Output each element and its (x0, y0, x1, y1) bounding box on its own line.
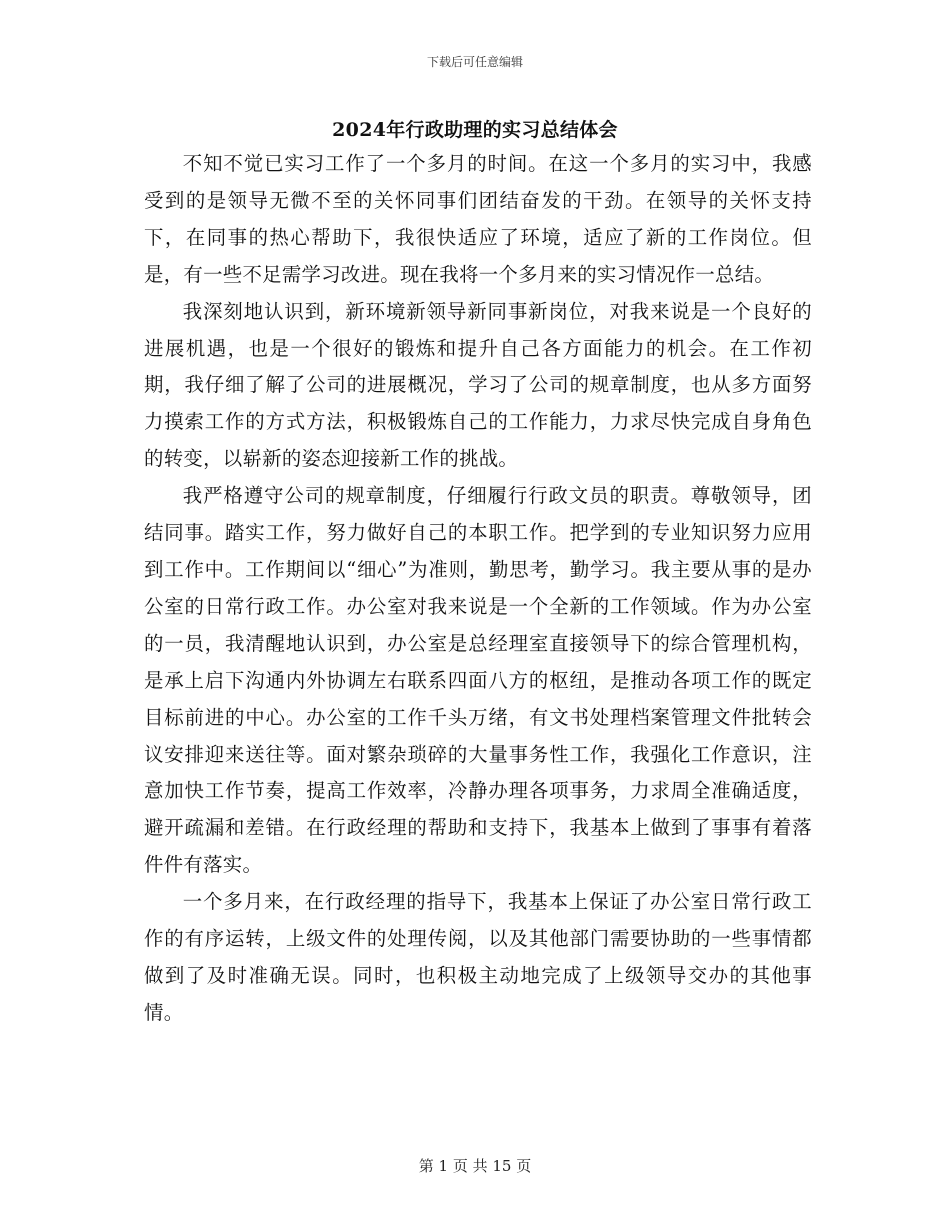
paragraph: 一个多月来，在行政经理的指导下，我基本上保证了办公室日常行政工作的有序运转，上级文件的处理传阅，以及其他部门需要协助的一些事情都做到了及时准确无误。同时，也积极主动地完成了上级领导交办的其他事情。 (144, 890, 812, 1024)
paragraph: 不知不觉已实习工作了一个多月的时间。在这一个多月的实习中，我感受到的是领导无微不至的关怀同事们团结奋发的干劲。在领导的关怀支持下，在同事的热心帮助下，我很快适应了环境，适应了新的工作岗位。但是，有一些不足需学习改进。现在我将一个多月来的实习情况作一总结。 (144, 152, 812, 286)
page-number: 第 1 页 共 15 页 (418, 1157, 532, 1175)
paragraph: 我严格遵守公司的规章制度，仔细履行行政文员的职责。尊敬领导，团结同事。踏实工作，努力做好自己的本职工作。把学到的专业知识努力应用到工作中。工作期间以“细心”为准则，勤思考，勤学习。我主要从事的是办公室的日常行政工作。办公室对我来说是一个全新的工作领域。作为办公室的一员，我清醒地认识到，办公室是总经理室直接领导下的综合管理机构，是承上启下沟通内外协调左右联系四面八方的枢纽，是推动各项工作的既定目标前进的中心。办公室的工作千头万绪，有文书处理档案管理文件批转会议安排迎来送往等。面对繁杂琐碎的大量事务性工作，我强化工作意识，注意加快工作节奏，提高工作效率，冷静办理各项事务，力求周全准确适度，避开疏漏和差错。在行政经理的帮助和支持下，我基本上做到了事事有着落件件有落实。 (144, 484, 812, 877)
paragraph: 我深刻地认识到，新环境新领导新同事新岗位，对我来说是一个良好的进展机遇，也是一个很好的锻炼和提升自己各方面能力的机会。在工作初期，我仔细了解了公司的进展概况，学习了公司的规章制度，也从多方面努力摸索工作的方式方法，积极锻炼自己的工作能力，力求尽快完成自身角色的转变，以崭新的姿态迎接新工作的挑战。 (144, 299, 812, 471)
document-title: 2024年行政助理的实习总结体会 (332, 119, 618, 141)
document-body (144, 146, 812, 1032)
header-note: 下载后可任意编辑 (426, 55, 523, 69)
